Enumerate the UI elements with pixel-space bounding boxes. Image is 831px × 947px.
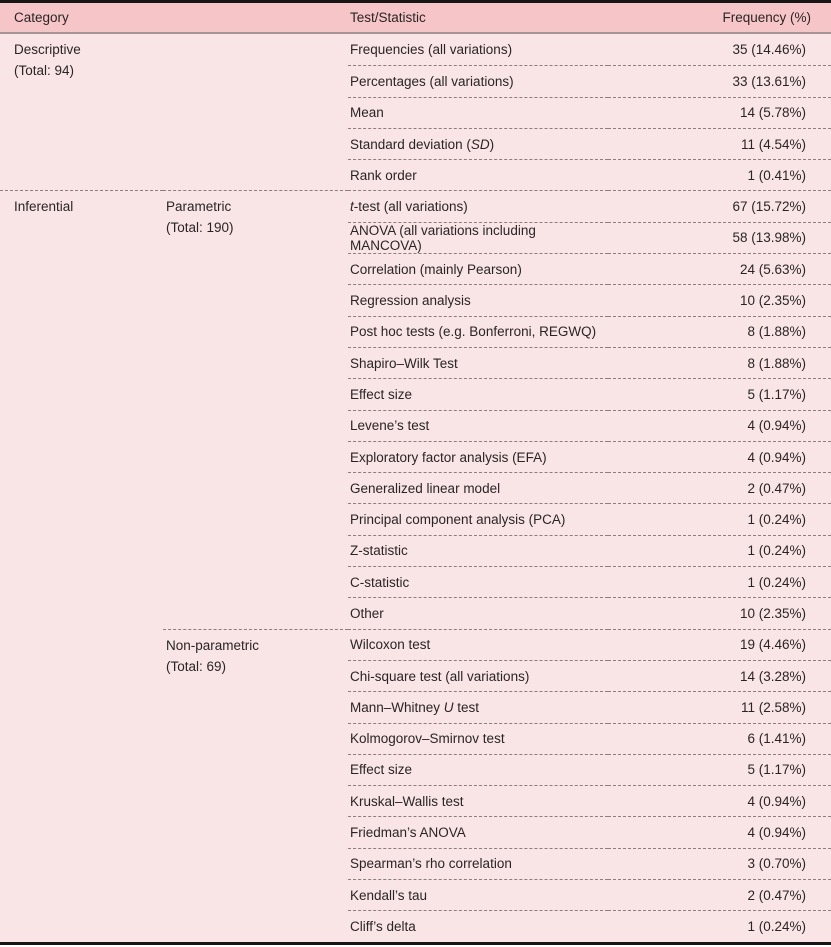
subcategory-total: (Total: 190) bbox=[166, 220, 234, 236]
header-frequency: Frequency (%) bbox=[608, 3, 831, 34]
frequency-cell: 8 (1.88%) bbox=[608, 316, 831, 347]
frequency-cell: 5 (1.17%) bbox=[608, 378, 831, 409]
frequency-cell: 8 (1.88%) bbox=[608, 347, 831, 378]
test-cell: Levene’s test bbox=[348, 410, 608, 441]
frequency-cell: 58 (13.98%) bbox=[608, 222, 831, 253]
frequency-cell: 6 (1.41%) bbox=[608, 723, 831, 754]
category-name: Descriptive bbox=[14, 42, 81, 57]
test-cell: Kruskal–Wallis test bbox=[348, 785, 608, 816]
category-cell-inferential bbox=[0, 190, 163, 941]
frequency-cell: 2 (0.47%) bbox=[608, 472, 831, 503]
subcategory-cell-parametric bbox=[163, 190, 348, 628]
table-row bbox=[0, 190, 831, 221]
frequency-cell: 1 (0.24%) bbox=[608, 910, 831, 941]
header-test-statistic: Test/Statistic bbox=[348, 3, 608, 34]
test-cell: Principal component analysis (PCA) bbox=[348, 503, 608, 534]
test-cell: Kendall’s tau bbox=[348, 879, 608, 910]
test-cell: Correlation (mainly Pearson) bbox=[348, 253, 608, 284]
frequency-cell: 24 (5.63%) bbox=[608, 253, 831, 284]
test-cell: Generalized linear model bbox=[348, 472, 608, 503]
test-cell: C-statistic bbox=[348, 566, 608, 597]
frequency-cell: 4 (0.94%) bbox=[608, 785, 831, 816]
frequency-cell: 35 (14.46%) bbox=[732, 42, 806, 58]
frequency-cell: 11 (4.54%) bbox=[608, 128, 831, 159]
test-cell: t-test (all variations) bbox=[348, 190, 608, 221]
test-cell: Mann–Whitney U test bbox=[348, 691, 608, 722]
frequency-cell: 3 (0.70%) bbox=[608, 848, 831, 879]
test-cell: Rank order bbox=[348, 159, 608, 190]
category-cell-descriptive bbox=[0, 34, 348, 190]
table-row bbox=[0, 34, 831, 65]
frequency-cell: 67 (15.72%) bbox=[608, 190, 831, 221]
frequency-cell: 1 (0.24%) bbox=[608, 566, 831, 597]
test-cell: Mean bbox=[348, 97, 608, 128]
test-cell: Effect size bbox=[348, 378, 608, 409]
frequency-cell: 10 (2.35%) bbox=[608, 284, 831, 315]
test-cell: Percentages (all variations) bbox=[348, 65, 608, 96]
frequency-cell: 11 (2.58%) bbox=[608, 691, 831, 722]
frequency-cell: 33 (13.61%) bbox=[608, 65, 831, 96]
test-cell: Frequencies (all variations) bbox=[350, 42, 513, 58]
frequency-cell: 4 (0.94%) bbox=[608, 816, 831, 847]
test-cell: Post hoc tests (e.g. Bonferroni, REGWQ) bbox=[348, 316, 608, 347]
test-cell: Wilcoxon test bbox=[348, 629, 608, 660]
frequency-cell: 14 (5.78%) bbox=[608, 97, 831, 128]
test-cell: Kolmogorov–Smirnov test bbox=[348, 723, 608, 754]
frequency-cell: 19 (4.46%) bbox=[608, 629, 831, 660]
frequency-cell: 2 (0.47%) bbox=[608, 879, 831, 910]
test-cell: Exploratory factor analysis (EFA) bbox=[348, 441, 608, 472]
header-row bbox=[0, 3, 831, 34]
test-cell: Shapiro–Wilk Test bbox=[348, 347, 608, 378]
test-cell: ANOVA (all variations including MANCOVA) bbox=[348, 222, 608, 253]
test-cell: Standard deviation (SD) bbox=[348, 128, 608, 159]
test-cell: Friedman’s ANOVA bbox=[348, 816, 608, 847]
frequency-cell: 4 (0.94%) bbox=[608, 410, 831, 441]
frequency-cell: 1 (0.41%) bbox=[608, 159, 831, 190]
category-total: (Total: 94) bbox=[14, 63, 75, 78]
header-category: Category bbox=[0, 3, 348, 34]
frequency-cell: 5 (1.17%) bbox=[608, 754, 831, 785]
frequency-cell: 4 (0.94%) bbox=[608, 441, 831, 472]
frequency-cell: 10 (2.35%) bbox=[608, 597, 831, 628]
test-cell: Regression analysis bbox=[348, 284, 608, 315]
subcategory-name: Parametric bbox=[166, 199, 232, 215]
test-cell: Effect size bbox=[348, 754, 608, 785]
subcategory-cell-nonparametric bbox=[163, 629, 348, 942]
subcategory-total: (Total: 69) bbox=[166, 658, 227, 674]
category-name: Inferential bbox=[14, 199, 74, 215]
test-cell: Other bbox=[348, 597, 608, 628]
frequency-cell: 14 (3.28%) bbox=[608, 660, 831, 691]
test-cell: Spearman’s rho correlation bbox=[348, 848, 608, 879]
test-cell: Z-statistic bbox=[348, 535, 608, 566]
test-cell: Cliff’s delta bbox=[348, 910, 608, 941]
frequency-cell: 1 (0.24%) bbox=[608, 535, 831, 566]
subcategory-name: Non-parametric bbox=[166, 637, 260, 653]
test-cell: Chi-square test (all variations) bbox=[348, 660, 608, 691]
frequency-cell: 1 (0.24%) bbox=[608, 503, 831, 534]
